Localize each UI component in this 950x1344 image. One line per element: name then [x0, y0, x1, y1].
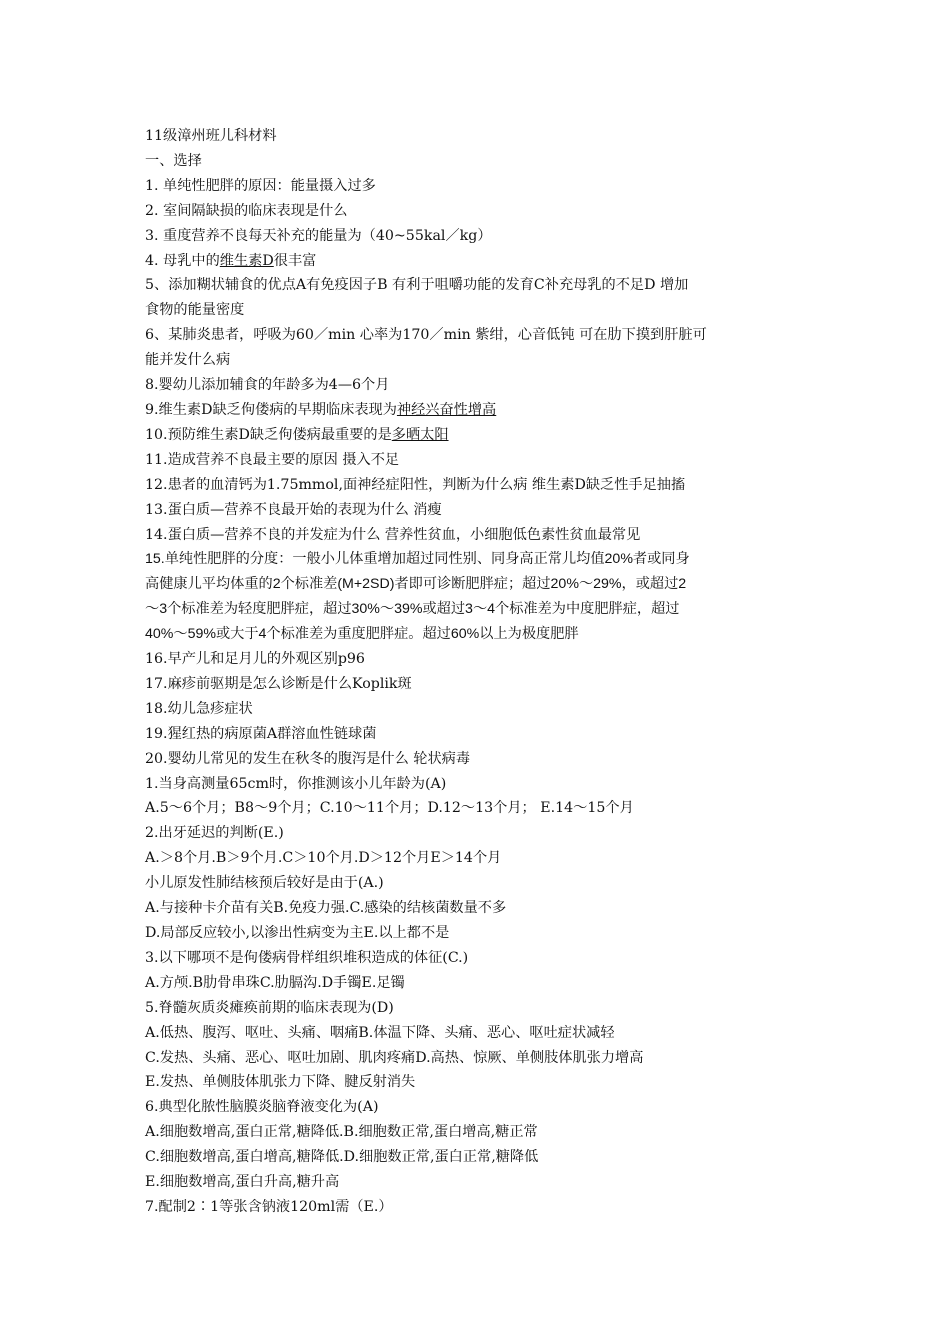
- line-text: C.发热、头痛、恶心、呕吐加剧、肌肉疼痛D.高热、惊厥、单侧肢体肌张力增高: [145, 1049, 644, 1066]
- line-text: 16.早产儿和足月儿的外观区别p96: [145, 651, 365, 668]
- line-text: ～3个标准差为轻度肥胖症，超过30%～39%或超过3～4个标准差为中度肥胖症，超过: [145, 601, 680, 618]
- text-line: [145, 597, 815, 622]
- text-line: [145, 697, 815, 722]
- text-line: [145, 273, 815, 298]
- line-text: E.发热、单侧肢体肌张力下降、腱反射消失: [145, 1074, 416, 1091]
- line-text: 40%～59%或大于4个标准差为重度肥胖症。超过60%以上为极度肥胖: [145, 626, 579, 643]
- line-text: 15.单纯性肥胖的分度：一般小儿体重增加超过同性别、同身高正常儿均值20%者或同身: [145, 551, 690, 568]
- text-line: [145, 1120, 815, 1145]
- line-text-tail: 很丰富: [273, 252, 317, 269]
- line-text: 食物的能量密度: [145, 302, 245, 319]
- text-line: [145, 373, 815, 398]
- line-text: A.＞8个月.B＞9个月.C＞10个月.D＞12个月E＞14个月: [145, 850, 502, 867]
- line-text: 5、添加糊状辅食的优点A有免疫因子B 有利于咀嚼功能的发育C补充母乳的不足D 增加: [145, 277, 689, 294]
- line-text: 1. 单纯性肥胖的原因：能量摄入过多: [145, 177, 376, 194]
- text-line: [145, 672, 815, 697]
- text-line: [145, 622, 815, 647]
- text-line: [145, 647, 815, 672]
- text-line: [145, 996, 815, 1021]
- text-line: [145, 298, 815, 323]
- line-text: 1.当身高测量65cm时，你推测该小儿年龄为(A): [145, 775, 447, 792]
- text-line: [145, 871, 815, 896]
- text-line: [145, 448, 815, 473]
- underlined-answer: 神经兴奋性增高: [396, 401, 497, 418]
- text-line: [145, 398, 815, 423]
- section-heading: 一、选择: [145, 152, 202, 169]
- line-text: 10.预防维生素D缺乏佝偻病最重要的是: [145, 426, 392, 443]
- line-text: 5.脊髓灰质炎瘫痪前期的临床表现为(D): [145, 999, 394, 1016]
- text-line: [145, 1195, 815, 1220]
- text-line: [145, 473, 815, 498]
- line-text: A.低热、腹泻、呕吐、头痛、咽痛B.体温下降、头痛、恶心、呕吐症状减轻: [145, 1024, 615, 1041]
- line-text: 小儿原发性肺结核预后较好是由于(A.): [145, 875, 384, 892]
- text-line: [145, 323, 815, 348]
- text-line: [145, 572, 815, 597]
- line-text: A.与接种卡介苗有关B.免疫力强.C.感染的结核菌数量不多: [145, 900, 507, 917]
- line-text: 11.造成营养不良最主要的原因 摄入不足: [145, 451, 400, 468]
- text-line: [145, 1170, 815, 1195]
- underlined-answer: 多晒太阳: [391, 426, 449, 443]
- line-text: 14.蛋白质—营养不良的并发症为什么 营养性贫血，小细胞低色素性贫血最常见: [145, 526, 641, 543]
- line-text: 4. 母乳中的: [145, 252, 220, 269]
- text-line: [145, 1021, 815, 1046]
- text-line: [145, 547, 815, 572]
- line-text: 17.麻疹前驱期是怎么诊断是什么Koplik斑: [145, 675, 412, 692]
- line-text: 2.出牙延迟的判断(E.): [145, 825, 284, 842]
- line-text: C.细胞数增高,蛋白增高,糖降低.D.细胞数正常,蛋白正常,糖降低: [145, 1149, 539, 1166]
- text-line: [145, 946, 815, 971]
- text-line: [145, 1070, 815, 1095]
- text-line: [145, 348, 815, 373]
- line-text: 7.配制2∶1等张含钠液120ml需（E.）: [145, 1198, 393, 1215]
- line-text: 9.维生素D缺乏佝偻病的早期临床表现为: [145, 401, 397, 418]
- text-line: [145, 498, 815, 523]
- line-text: 能并发什么病: [145, 352, 231, 369]
- text-line: [145, 523, 815, 548]
- text-line: [145, 821, 815, 846]
- line-text: 20.婴幼儿常见的发生在秋冬的腹泻是什么 轮状病毒: [145, 750, 471, 767]
- line-text: A.5～6个月；B8～9个月；C.10～11个月；D.12～13个月； E.14～15个月: [145, 800, 634, 817]
- text-line: [145, 199, 815, 224]
- text-line: [145, 423, 815, 448]
- line-text: 19.猩红热的病原菌A群溶血性链球菌: [145, 725, 377, 742]
- text-line: [145, 249, 815, 274]
- line-text: 3.以下哪项不是佝偻病骨样组织堆积造成的体征(C.): [145, 949, 469, 966]
- line-text: 12.患者的血清钙为1.75mmol,面神经症阳性，判断为什么病 维生素D缺乏性手足抽搐: [145, 476, 686, 493]
- text-line: [145, 772, 815, 797]
- text-line: [145, 747, 815, 772]
- line-text: A.细胞数增高,蛋白正常,糖降低.B.细胞数正常,蛋白增高,糖正常: [145, 1124, 538, 1141]
- text-line: [145, 174, 815, 199]
- text-line: [145, 896, 815, 921]
- text-line: [145, 1145, 815, 1170]
- line-text: 6.典型化脓性脑膜炎脑脊液变化为(A): [145, 1099, 379, 1116]
- text-line: [145, 224, 815, 249]
- text-line: [145, 971, 815, 996]
- line-text: 3. 重度营养不良每天补充的能量为（40~55kal／kg）: [145, 227, 492, 244]
- line-text: 2. 室间隔缺损的临床表现是什么: [145, 202, 348, 219]
- document-title: 11级漳州班儿科材料: [145, 128, 277, 144]
- line-text: D.局部反应较小,以渗出性病变为主E.以上都不是: [145, 925, 450, 941]
- line-text: 13.蛋白质—营养不良最开始的表现为什么 消瘦: [145, 501, 442, 518]
- text-line: [145, 796, 815, 821]
- text-line: [145, 846, 815, 871]
- text-line: [145, 1095, 815, 1120]
- underlined-answer: 维生素D: [219, 252, 274, 269]
- text-line: [145, 722, 815, 747]
- line-text: 18.幼儿急疹症状: [145, 700, 253, 717]
- document-body: [145, 124, 815, 1220]
- text-line: [145, 921, 815, 946]
- line-text: E.细胞数增高,蛋白升高,糖升高: [145, 1174, 340, 1191]
- line-text: A.方颅.B肋骨串珠C.肋膈沟.D手镯E.足镯: [145, 974, 405, 991]
- line-text: 6、某肺炎患者，呼吸为60／min 心率为170／min 紫绀，心音低钝 可在肋下摸到肝脏可: [145, 327, 707, 344]
- line-text: 高健康儿平均体重的2个标准差(M+2SD)者即可诊断肥胖症；超过20%～29%，或超过2: [145, 576, 687, 593]
- text-line: [145, 1046, 815, 1071]
- line-text: 8.婴幼儿添加辅食的年龄多为4—6个月: [145, 377, 390, 394]
